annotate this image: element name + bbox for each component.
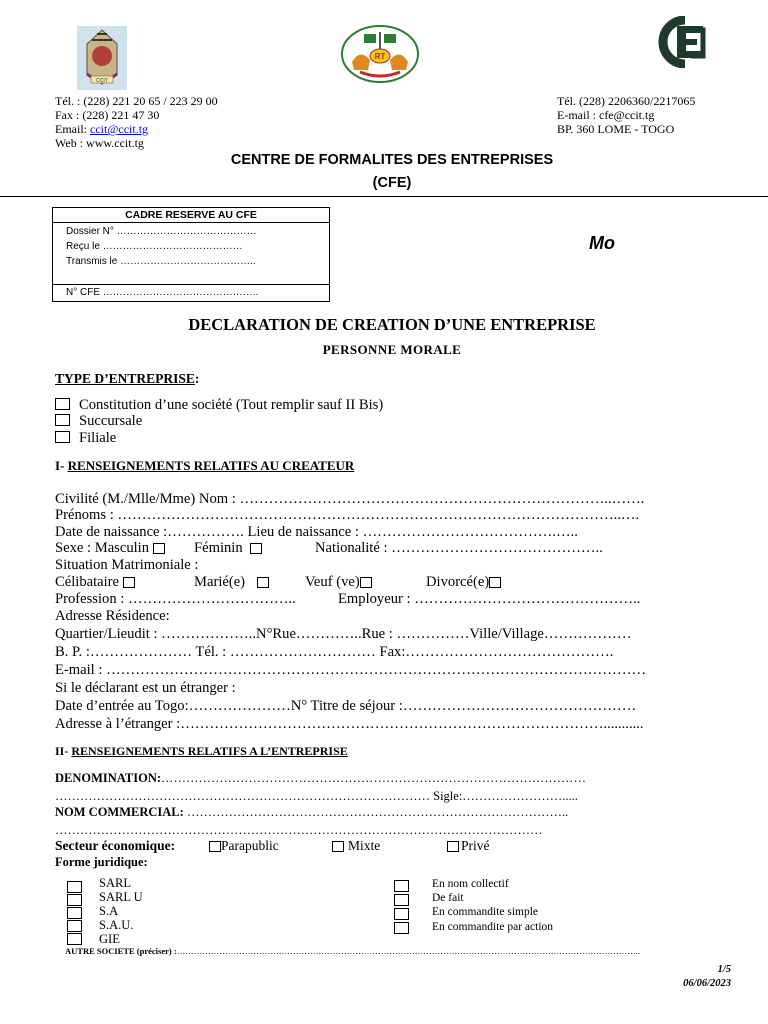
forme-sarl-u: SARL U <box>99 890 143 904</box>
type-option-societe <box>55 397 383 414</box>
field-adresse: Adresse Résidence: <box>55 608 170 624</box>
checkbox-gie[interactable] <box>67 933 82 945</box>
forme-commandite-simple: En commandite simple <box>432 906 539 919</box>
checkbox-nom-collectif[interactable] <box>394 880 409 892</box>
checkbox-veuf[interactable] <box>360 577 372 588</box>
right-contacts <box>557 94 695 136</box>
veuf-label: Veuf (ve) <box>305 574 360 590</box>
field-veuf <box>305 574 372 591</box>
checkbox-masculin[interactable] <box>153 543 165 554</box>
header-subtitle: (CFE) <box>372 175 412 191</box>
type-option-succursale <box>55 413 142 430</box>
section2-heading <box>55 744 348 759</box>
forme-left-labels <box>99 876 143 946</box>
type-heading-colon: : <box>194 371 200 386</box>
type-option-societe-label: Constitution d’une société (Tout remplir sauf II Bis) <box>79 397 384 413</box>
marie-label: Marié(e) <box>194 574 246 590</box>
forme-right-labels <box>432 877 553 934</box>
checkbox-commandite-simple[interactable] <box>394 908 409 920</box>
form-subtitle: PERSONNE MORALE <box>322 342 462 357</box>
header-divider <box>0 196 768 197</box>
cfe-logo <box>655 16 715 68</box>
field-etranger: Si le déclarant est un étranger : <box>55 680 236 696</box>
rt-logo-text: RT <box>374 52 386 61</box>
field-autre-societe[interactable] <box>65 946 640 957</box>
checkbox-succursale[interactable] <box>55 414 70 426</box>
ccit-email-link[interactable]: ccit@ccit.tg <box>90 122 149 136</box>
field-email[interactable]: E-mail : ………………………………………………………………………………………………… <box>55 662 647 678</box>
ccit-tel: Tél. : (228) 221 20 65 / 223 29 00 <box>55 94 218 108</box>
secteur-label: Secteur économique: <box>55 838 176 853</box>
denomination-dots: ………………………………………………………………………………………… <box>161 771 587 785</box>
prive-label: Privé <box>461 838 490 853</box>
checkbox-celibataire[interactable] <box>123 577 135 588</box>
cfe-bp: BP. 360 LOME - TOGO <box>557 122 675 136</box>
footer-date: 06/06/2023 <box>683 978 731 989</box>
type-option-succursale-label: Succursale <box>79 413 143 429</box>
field-situation: Situation Matrimoniale : <box>55 557 199 573</box>
field-prenoms[interactable]: Prénoms : …………………………………………………………………………………………..…. <box>55 507 640 523</box>
forme-commandite-action: En commandite par action <box>432 920 554 933</box>
side-label: Mo <box>589 233 615 253</box>
reserve-recu: Reçu le …………………………………… <box>66 241 243 252</box>
sexe-label: Sexe : Masculin <box>55 540 150 556</box>
section2-heading-text: RENSEIGNEMENTS RELATIFS A L’ENTREPRISE <box>71 744 348 758</box>
nom-commercial-dots: ……………………………………………………………………………….. <box>183 805 569 819</box>
reserve-box <box>52 207 330 302</box>
denomination-label: DENOMINATION: <box>55 771 162 785</box>
field-employeur[interactable]: Employeur : ……………………………………….. <box>338 591 641 607</box>
autre-societe-label: AUTRE SOCIETE (préciser) : <box>65 946 177 956</box>
reserve-box-heading: CADRE RESERVE AU CFE <box>53 208 329 223</box>
divorce-label: Divorcé(e) <box>426 574 490 590</box>
checkbox-filiale[interactable] <box>55 431 70 443</box>
parapublic-label: Parapublic <box>221 838 279 853</box>
checkbox-de-fait[interactable] <box>394 894 409 906</box>
field-denomination[interactable] <box>55 771 586 786</box>
checkbox-divorce[interactable] <box>489 577 501 588</box>
checkbox-feminin[interactable] <box>250 543 262 554</box>
field-naissance[interactable]: Date de naissance :……………. Lieu de naissance : ………………………………….….. <box>55 524 578 540</box>
checkbox-sau[interactable] <box>67 920 82 932</box>
secteur-prive <box>447 838 490 854</box>
section1-heading <box>55 458 354 474</box>
checkbox-societe[interactable] <box>55 398 70 410</box>
field-entree[interactable]: Date d’entrée au Togo:…………………N° Titre de séjour :………………………………………… <box>55 698 637 714</box>
forme-sa: S.A <box>99 904 119 918</box>
secteur-parapublic <box>209 838 279 854</box>
ccit-logo-text: CCIT <box>96 78 108 84</box>
ccit-email-line <box>55 122 218 136</box>
autre-societe-dots: ……………………………………………………………………………………………………………………………………………….. <box>176 946 640 956</box>
header-title: CENTRE DE FORMALITES DES ENTREPRISES <box>230 152 554 168</box>
field-celibataire <box>55 574 135 591</box>
reserve-transmis: Transmis le ………………………………….. <box>66 256 256 267</box>
checkbox-sarl[interactable] <box>67 881 82 893</box>
page-number: 1/5 <box>717 964 731 975</box>
checkbox-commandite-action[interactable] <box>394 922 409 934</box>
field-profession[interactable]: Profession : …………………………….. <box>55 591 296 607</box>
reserve-dossier: Dossier N° …………………………………… <box>66 226 257 237</box>
reserve-num-cfe: N° CFE ……………………………………….. <box>53 284 329 301</box>
type-option-filiale <box>55 430 116 447</box>
field-sigle[interactable]: ……………………………………………………………………………… Sigle:……………………..... <box>55 789 578 803</box>
section2-prefix: II- <box>55 744 72 758</box>
checkbox-marie[interactable] <box>257 577 269 588</box>
field-civilite[interactable]: Civilité (M./Mlle/Mme) Nom : …………………………………………………………………..……. <box>55 491 645 507</box>
ccit-fax: Fax : (228) 221 47 30 <box>55 108 160 122</box>
checkbox-sarl-u[interactable] <box>67 894 82 906</box>
mixte-label: Mixte <box>348 838 381 853</box>
forme-label: Forme juridique: <box>55 855 148 869</box>
celibataire-label: Célibataire <box>55 574 120 590</box>
checkbox-parapublic[interactable] <box>209 841 221 852</box>
field-nationalite[interactable]: Nationalité : …………………………………….. <box>315 540 603 556</box>
form-title: DECLARATION DE CREATION D’UNE ENTREPRISE <box>188 315 596 334</box>
forme-sarl: SARL <box>99 876 131 890</box>
checkbox-prive[interactable] <box>447 841 459 852</box>
type-heading-text: TYPE D’ENTREPRISE <box>55 371 195 386</box>
ccit-email-label: Email: <box>55 122 90 136</box>
field-nom-commercial-line2[interactable]: ……………………………………………………………………………………………………… <box>55 823 543 837</box>
cfe-tel: Tél. (228) 2206360/2217065 <box>557 94 696 108</box>
section1-heading-text: RENSEIGNEMENTS RELATIFS AU CREATEUR <box>67 458 355 473</box>
type-heading <box>55 370 199 387</box>
forme-de-fait: De fait <box>432 892 464 905</box>
type-option-filiale-label: Filiale <box>79 430 117 446</box>
forme-nom-collectif: En nom collectif <box>432 878 509 890</box>
secteur-mixte <box>332 838 380 854</box>
field-sexe <box>55 540 165 557</box>
field-divorce <box>426 574 501 591</box>
field-marie <box>194 574 269 591</box>
checkbox-sa[interactable] <box>67 907 82 919</box>
cfe-email: E-mail : cfe@ccit.tg <box>557 108 655 122</box>
field-nom-commercial[interactable] <box>55 805 568 820</box>
field-feminin <box>194 540 262 557</box>
togo-coat-of-arms-logo <box>340 24 420 84</box>
forme-gie: GIE <box>99 932 120 946</box>
left-contacts <box>55 94 218 150</box>
ccit-logo <box>77 26 127 90</box>
section1-prefix: I- <box>55 458 68 473</box>
nom-commercial-label: NOM COMMERCIAL: <box>55 805 184 819</box>
field-bp[interactable]: B. P. :………………… Tél. : ………………………… Fax:……………………………………. <box>55 644 614 660</box>
ccit-web: Web : www.ccit.tg <box>55 136 144 150</box>
feminin-label: Féminin <box>194 540 243 556</box>
forme-sau: S.A.U. <box>99 918 134 932</box>
checkbox-mixte[interactable] <box>332 841 344 852</box>
field-adresse-etranger[interactable]: Adresse à l’étranger :……………………………………………………………………………........... <box>55 716 644 732</box>
field-quartier[interactable]: Quartier/Lieudit : ………………..N°Rue…………..Rue : ……………Ville/Village……………… <box>55 626 632 642</box>
